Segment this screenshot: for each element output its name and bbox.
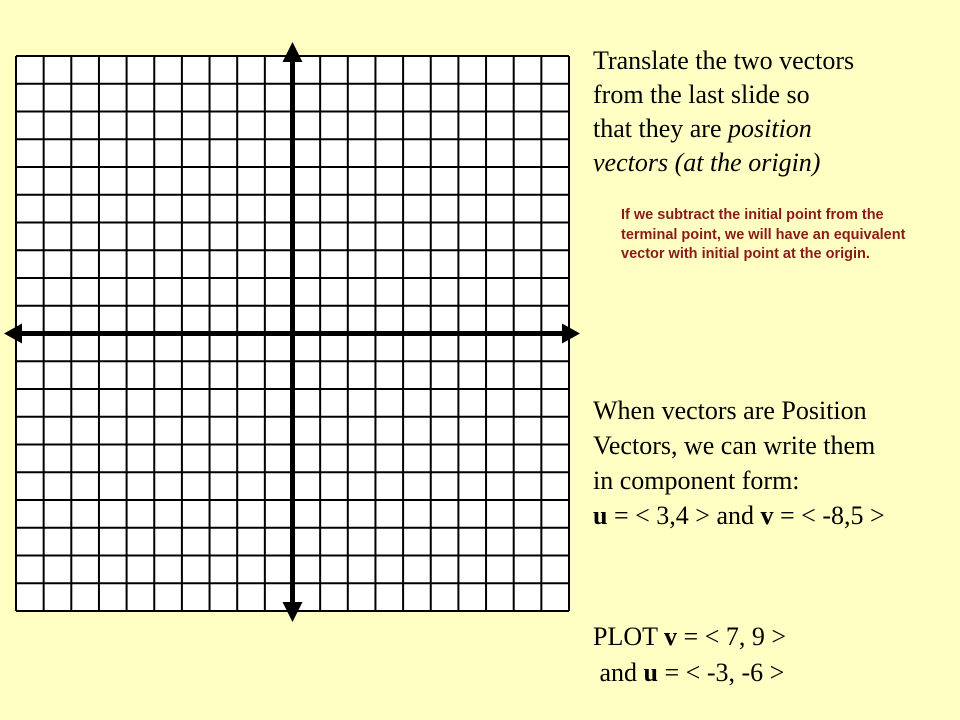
instruction-text bbox=[593, 44, 953, 180]
plot-instruction bbox=[593, 619, 953, 691]
vector-v-value: = < -8,5 > bbox=[773, 501, 885, 530]
plot-vector-u: u bbox=[643, 658, 659, 687]
position-line: in component form: bbox=[593, 466, 800, 495]
instruction-line: from the last slide so bbox=[593, 80, 810, 109]
position-line: Vectors, we can write them bbox=[593, 431, 876, 460]
position-line: When vectors are Position bbox=[593, 396, 867, 425]
instruction-line-part: that they are bbox=[593, 114, 728, 143]
vector-u-value: = < 3,4 > and bbox=[607, 501, 761, 530]
plot-line bbox=[593, 655, 953, 691]
hint-note: If we subtract the initial point from the terminal point, we will have an equivalent vector with initial point at the origin. bbox=[621, 207, 906, 262]
plot-value-u: = < -3, -6 > bbox=[658, 658, 785, 687]
position-vectors-text bbox=[593, 393, 958, 533]
plot-vector-v: v bbox=[664, 622, 678, 651]
vector-u-label: u bbox=[593, 501, 608, 530]
vector-v-label: v bbox=[760, 501, 774, 530]
instruction-emphasis: position bbox=[728, 114, 812, 143]
plot-value-v: = < 7, 9 > bbox=[677, 622, 787, 651]
plot-prefix: and bbox=[593, 658, 644, 687]
component-form-line bbox=[593, 498, 958, 533]
instruction-emphasis: vectors (at the origin) bbox=[593, 148, 821, 177]
instruction-line: Translate the two vectors bbox=[593, 46, 855, 75]
plot-prefix: PLOT bbox=[593, 622, 665, 651]
instruction-line bbox=[593, 146, 953, 180]
y-axis-arrow-up bbox=[283, 42, 303, 62]
plot-line bbox=[593, 619, 953, 655]
x-axis-arrow-right bbox=[562, 324, 580, 344]
x-axis-arrow-left bbox=[4, 324, 22, 344]
instruction-line bbox=[593, 112, 953, 146]
